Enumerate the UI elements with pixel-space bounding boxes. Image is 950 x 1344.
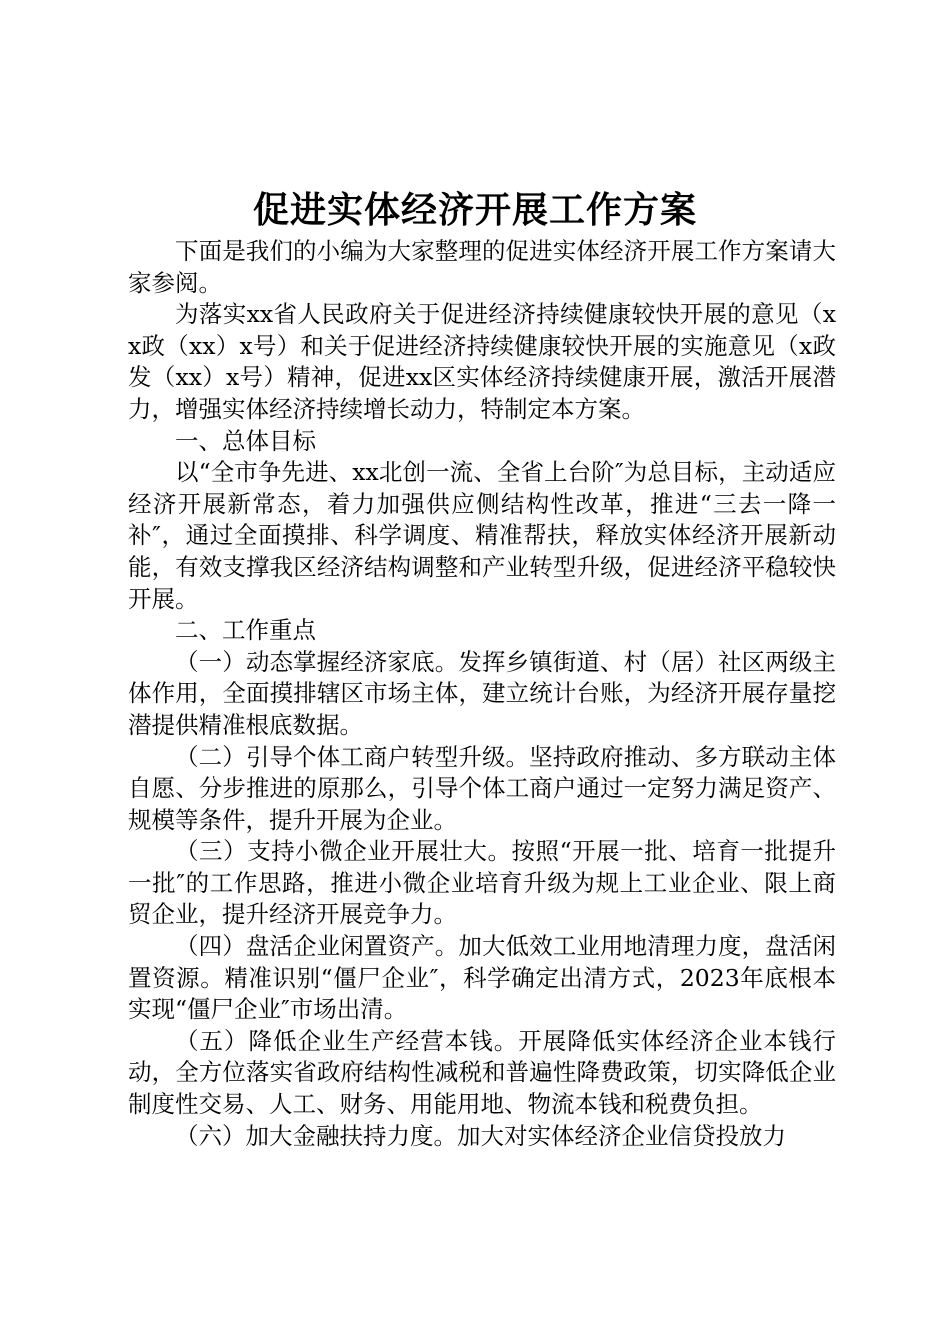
document-body [128, 236, 836, 1152]
paragraph-goals: 以“全市争先进、xx北创一流、全省上台阶″为总目标，主动适应经济开展新常态，着力加强供应侧结构性改革，推进“三去一降一补″，通过全面摸排、科学调度、精准帮扶，释放实体经济开展新动能，有效支撑我区经济结构调整和产业转型升级，促进经济平稳较快开展。 [128, 458, 836, 613]
paragraph-item-4: （四）盘活企业闲置资产。加大低效工业用地清理力度，盘活闲置资源。精准识别“僵尸企业″，科学确定出清方式，2023年底根本实现“僵尸企业″市场出清。 [128, 932, 836, 1024]
paragraph-intro: 下面是我们的小编为大家整理的促进实体经济开展工作方案请大家参阅。 [128, 237, 836, 297]
paragraph-item-1: （一）动态掌握经济家底。发挥乡镇街道、村（居）社区两级主体作用，全面摸排辖区市场主体，建立统计台账，为经济开展存量挖潜提供精准根底数据。 [128, 647, 836, 739]
paragraph-item-5: （五）降低企业生产经营本钱。开展降低实体经济企业本钱行动，全方位落实省政府结构性减税和普遍性降费政策，切实降低企业制度性交易、人工、财务、用能用地、物流本钱和税费负担。 [128, 1026, 836, 1119]
section-heading-goals: 一、总体目标 [175, 426, 316, 455]
paragraph-item-3: （三）支持小微企业开展壮大。按照“开展一批、培育一批提升一批″的工作思路，推进小微企业培育升级为规上工业企业、限上商贸企业，提升经济开展竞争力。 [128, 837, 836, 929]
paragraph-purpose: 为落实xx省人民政府关于促进经济持续健康较快开展的意见（xx政（xx）x号）和关于促进经济持续健康较快开展的实施意见（x政发（xx）x号）精神，促进xx区实体经济持续健康开展，激活开展潜力，增强实体经济持续增长动力，特制定本方案。 [128, 300, 836, 423]
paragraph-item-6: （六）加大金融扶持力度。加大对实体经济企业信贷投放力 [175, 1121, 786, 1150]
section-heading-focus: 二、工作重点 [175, 616, 316, 645]
document-title: 促进实体经济开展工作方案 [252, 189, 697, 231]
paragraph-item-2: （二）引导个体工商户转型升级。坚持政府推动、多方联动主体自愿、分步推进的原那么，引导个体工商户通过一定努力满足资产、规模等条件，提升开展为企业。 [128, 742, 836, 834]
